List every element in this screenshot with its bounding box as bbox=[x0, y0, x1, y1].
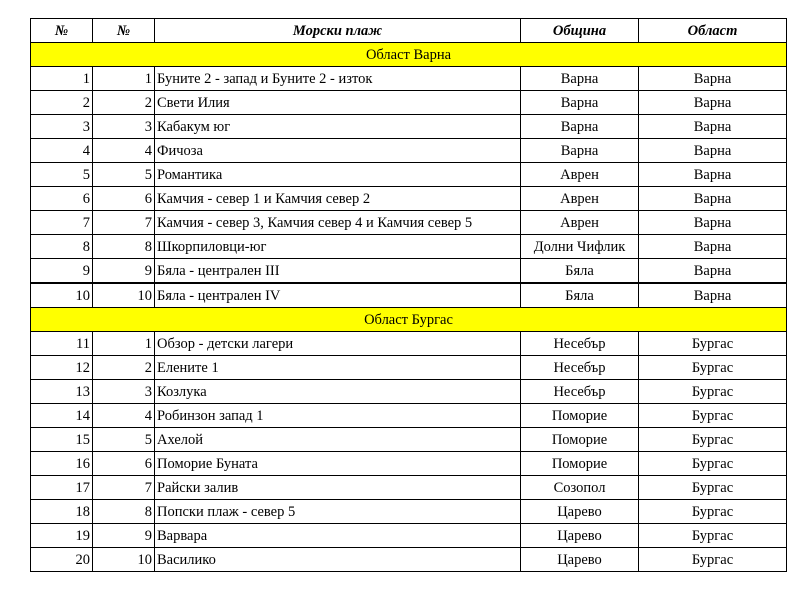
row-number: 14 bbox=[31, 404, 93, 428]
beach-name: Шкорпиловци-юг bbox=[155, 235, 521, 259]
table-row bbox=[31, 548, 787, 572]
section-number: 4 bbox=[93, 404, 155, 428]
header-row bbox=[31, 19, 787, 43]
municipality-cell: Царево bbox=[521, 548, 639, 572]
section-number: 9 bbox=[93, 259, 155, 284]
region-title: Област Бургас bbox=[31, 308, 787, 332]
region-cell: Бургас bbox=[639, 356, 787, 380]
row-number: 2 bbox=[31, 91, 93, 115]
beach-name: Камчия - север 1 и Камчия север 2 bbox=[155, 187, 521, 211]
region-cell: Бургас bbox=[639, 380, 787, 404]
header-number: № bbox=[31, 19, 93, 43]
row-number: 16 bbox=[31, 452, 93, 476]
row-number: 20 bbox=[31, 548, 93, 572]
municipality-cell: Аврен bbox=[521, 187, 639, 211]
beach-name: Свети Илия bbox=[155, 91, 521, 115]
region-cell: Бургас bbox=[639, 548, 787, 572]
municipality-cell: Долни Чифлик bbox=[521, 235, 639, 259]
section-number: 7 bbox=[93, 476, 155, 500]
beach-name: Обзор - детски лагери bbox=[155, 332, 521, 356]
section-number: 8 bbox=[93, 500, 155, 524]
region-header-row bbox=[31, 43, 787, 67]
section-number: 3 bbox=[93, 115, 155, 139]
row-number: 11 bbox=[31, 332, 93, 356]
municipality-cell: Несебър bbox=[521, 332, 639, 356]
row-number: 15 bbox=[31, 428, 93, 452]
municipality-cell: Аврен bbox=[521, 211, 639, 235]
region-cell: Варна bbox=[639, 187, 787, 211]
section-number: 1 bbox=[93, 332, 155, 356]
municipality-cell: Варна bbox=[521, 91, 639, 115]
region-cell: Варна bbox=[639, 67, 787, 91]
section-number: 6 bbox=[93, 452, 155, 476]
table-row bbox=[31, 404, 787, 428]
municipality-cell: Поморие bbox=[521, 404, 639, 428]
section-number: 2 bbox=[93, 356, 155, 380]
row-number: 5 bbox=[31, 163, 93, 187]
row-number: 4 bbox=[31, 139, 93, 163]
municipality-cell: Бяла bbox=[521, 259, 639, 284]
section-number: 6 bbox=[93, 187, 155, 211]
row-number: 3 bbox=[31, 115, 93, 139]
row-number: 10 bbox=[31, 283, 93, 308]
municipality-cell: Варна bbox=[521, 139, 639, 163]
table-body bbox=[31, 43, 787, 572]
beach-name: Камчия - север 3, Камчия север 4 и Камчия север 5 bbox=[155, 211, 521, 235]
beach-name: Попски плаж - север 5 bbox=[155, 500, 521, 524]
municipality-cell: Царево bbox=[521, 524, 639, 548]
table-row bbox=[31, 115, 787, 139]
beach-name: Ахелой bbox=[155, 428, 521, 452]
table-row bbox=[31, 163, 787, 187]
municipality-cell: Бяла bbox=[521, 283, 639, 308]
header-beach: Морски плаж bbox=[155, 19, 521, 43]
region-cell: Варна bbox=[639, 115, 787, 139]
section-number: 7 bbox=[93, 211, 155, 235]
municipality-cell: Несебър bbox=[521, 380, 639, 404]
region-cell: Бургас bbox=[639, 524, 787, 548]
region-cell: Варна bbox=[639, 283, 787, 308]
table-row bbox=[31, 452, 787, 476]
section-number: 1 bbox=[93, 67, 155, 91]
row-number: 6 bbox=[31, 187, 93, 211]
region-cell: Варна bbox=[639, 259, 787, 284]
municipality-cell: Созопол bbox=[521, 476, 639, 500]
section-number: 5 bbox=[93, 163, 155, 187]
table-row bbox=[31, 428, 787, 452]
row-number: 9 bbox=[31, 259, 93, 284]
row-number: 7 bbox=[31, 211, 93, 235]
section-number: 8 bbox=[93, 235, 155, 259]
municipality-cell: Варна bbox=[521, 115, 639, 139]
table-row bbox=[31, 524, 787, 548]
municipality-cell: Аврен bbox=[521, 163, 639, 187]
municipality-cell: Поморие bbox=[521, 428, 639, 452]
row-number: 13 bbox=[31, 380, 93, 404]
section-number: 9 bbox=[93, 524, 155, 548]
beach-name: Фичоза bbox=[155, 139, 521, 163]
table-row bbox=[31, 139, 787, 163]
region-cell: Варна bbox=[639, 163, 787, 187]
beach-name: Козлука bbox=[155, 380, 521, 404]
region-cell: Бургас bbox=[639, 404, 787, 428]
municipality-cell: Поморие bbox=[521, 452, 639, 476]
beach-name: Буните 2 - запад и Буните 2 - изток bbox=[155, 67, 521, 91]
table-row bbox=[31, 91, 787, 115]
section-number: 5 bbox=[93, 428, 155, 452]
table-row bbox=[31, 476, 787, 500]
section-number: 2 bbox=[93, 91, 155, 115]
beach-name: Кабакум юг bbox=[155, 115, 521, 139]
row-number: 18 bbox=[31, 500, 93, 524]
beach-name: Робинзон запад 1 bbox=[155, 404, 521, 428]
table-row bbox=[31, 283, 787, 308]
region-cell: Варна bbox=[639, 235, 787, 259]
beach-name: Бяла - централен IV bbox=[155, 283, 521, 308]
beach-name: Райски залив bbox=[155, 476, 521, 500]
table-row bbox=[31, 235, 787, 259]
table-row bbox=[31, 211, 787, 235]
section-number: 10 bbox=[93, 283, 155, 308]
region-cell: Бургас bbox=[639, 428, 787, 452]
section-number: 10 bbox=[93, 548, 155, 572]
section-number: 4 bbox=[93, 139, 155, 163]
region-title: Област Варна bbox=[31, 43, 787, 67]
table-row bbox=[31, 380, 787, 404]
table-row bbox=[31, 356, 787, 380]
row-number: 19 bbox=[31, 524, 93, 548]
beaches-table bbox=[30, 18, 787, 572]
beach-name: Василико bbox=[155, 548, 521, 572]
region-cell: Варна bbox=[639, 91, 787, 115]
region-cell: Варна bbox=[639, 139, 787, 163]
region-cell: Бургас bbox=[639, 452, 787, 476]
row-number: 1 bbox=[31, 67, 93, 91]
beach-name: Романтика bbox=[155, 163, 521, 187]
region-cell: Варна bbox=[639, 211, 787, 235]
beach-name: Поморие Буната bbox=[155, 452, 521, 476]
row-number: 17 bbox=[31, 476, 93, 500]
region-cell: Бургас bbox=[639, 476, 787, 500]
municipality-cell: Царево bbox=[521, 500, 639, 524]
row-number: 8 bbox=[31, 235, 93, 259]
municipality-cell: Несебър bbox=[521, 356, 639, 380]
beach-name: Варвара bbox=[155, 524, 521, 548]
region-header-row bbox=[31, 308, 787, 332]
region-cell: Бургас bbox=[639, 500, 787, 524]
header-section-number: № bbox=[93, 19, 155, 43]
table-row bbox=[31, 187, 787, 211]
header-region: Област bbox=[639, 19, 787, 43]
row-number: 12 bbox=[31, 356, 93, 380]
table-row bbox=[31, 500, 787, 524]
header-municipality: Община bbox=[521, 19, 639, 43]
municipality-cell: Варна bbox=[521, 67, 639, 91]
table-row bbox=[31, 67, 787, 91]
beach-name: Бяла - централен III bbox=[155, 259, 521, 284]
beach-name: Елените 1 bbox=[155, 356, 521, 380]
section-number: 3 bbox=[93, 380, 155, 404]
table-row bbox=[31, 259, 787, 284]
table-row bbox=[31, 332, 787, 356]
region-cell: Бургас bbox=[639, 332, 787, 356]
